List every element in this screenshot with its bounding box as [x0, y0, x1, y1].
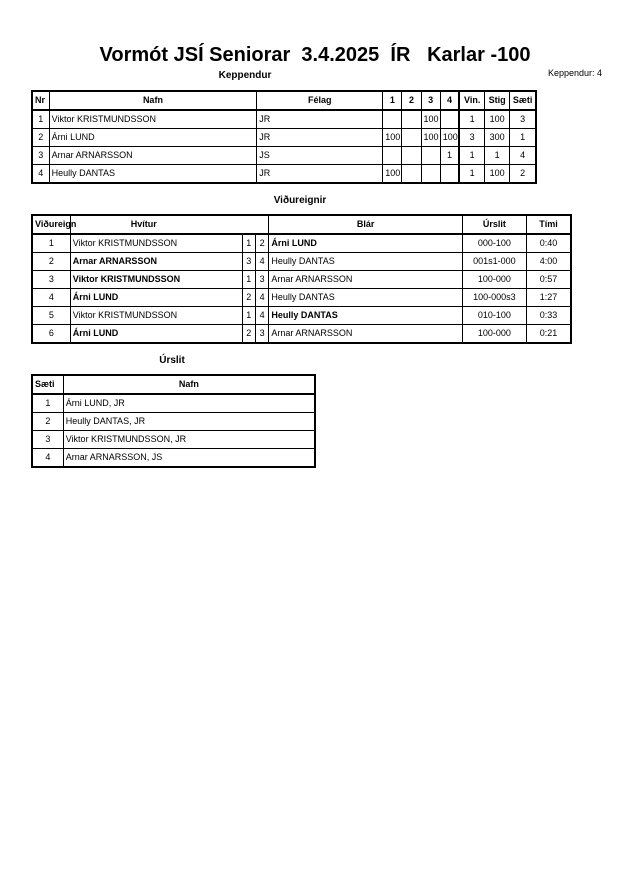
cell-blue: Arnar ARNARSSON [269, 325, 462, 344]
cell-rank: 3 [32, 431, 63, 449]
cell-white-nr: 1 [242, 307, 255, 325]
cell-points: 1 [485, 147, 510, 165]
cell-blue: Arnar ARNARSSON [269, 271, 462, 289]
cell-1 [383, 147, 402, 165]
cell-nr: 3 [32, 147, 49, 165]
matches-header-row [32, 215, 571, 234]
cell-match-no: 2 [32, 253, 70, 271]
cell-name: Árni LUND [49, 129, 257, 147]
competitor-row [32, 165, 536, 184]
cell-place: 4 [510, 147, 536, 165]
match-row [32, 307, 571, 325]
col-blue: Blár [269, 215, 462, 234]
cell-name: Arnar ARNARSSON [49, 147, 257, 165]
cell-blue: Heully DANTAS [269, 253, 462, 271]
cell-white: Árni LUND [70, 325, 242, 344]
cell-result-name: Arnar ARNARSSON, JS [63, 449, 315, 468]
match-row [32, 271, 571, 289]
cell-result: 100-000 [462, 325, 526, 344]
col-4: 4 [440, 91, 459, 110]
cell-place: 2 [510, 165, 536, 184]
cell-white-nr: 3 [242, 253, 255, 271]
cell-blue: Árni LUND [269, 234, 462, 253]
cell-blue-nr: 4 [255, 289, 268, 307]
cell-rank: 4 [32, 449, 63, 468]
competitors-title: Keppendur [218, 70, 272, 81]
cell-name: Viktor KRISTMUNDSSON [49, 110, 257, 129]
cell-2 [402, 147, 421, 165]
cell-nr: 1 [32, 110, 49, 129]
col-club: Félag [257, 91, 383, 110]
cell-result-name: Viktor KRISTMUNDSSON, JR [63, 431, 315, 449]
cell-place: 3 [510, 110, 536, 129]
col-1: 1 [383, 91, 402, 110]
col-rank: Sæti [32, 375, 63, 394]
cell-place: 1 [510, 129, 536, 147]
col-points: Stig [485, 91, 510, 110]
cell-blue-nr: 3 [255, 325, 268, 344]
cell-3: 100 [421, 110, 440, 129]
cell-time: 0:40 [526, 234, 571, 253]
result-row [32, 394, 315, 413]
cell-rank: 1 [32, 394, 63, 413]
cell-blue-nr: 4 [255, 307, 268, 325]
match-row [32, 253, 571, 271]
cell-white-nr: 2 [242, 289, 255, 307]
cell-time: 0:21 [526, 325, 571, 344]
cell-match-no: 4 [32, 289, 70, 307]
cell-white-nr: 1 [242, 234, 255, 253]
cell-4: 1 [440, 147, 459, 165]
cell-result: 010-100 [462, 307, 526, 325]
competitor-row [32, 129, 536, 147]
cell-time: 0:57 [526, 271, 571, 289]
cell-nr: 4 [32, 165, 49, 184]
cell-result: 100-000 [462, 271, 526, 289]
col-wins: Vin. [459, 91, 484, 110]
cell-3 [421, 147, 440, 165]
cell-club: JS [257, 147, 383, 165]
cell-1: 100 [383, 129, 402, 147]
cell-4 [440, 110, 459, 129]
match-row [32, 289, 571, 307]
cell-time: 4:00 [526, 253, 571, 271]
cell-match-no: 3 [32, 271, 70, 289]
col-nr: Nr [32, 91, 49, 110]
cell-rank: 2 [32, 413, 63, 431]
matches-title: Viðureignir [273, 195, 327, 206]
cell-time: 1:27 [526, 289, 571, 307]
result-row [32, 413, 315, 431]
matches-table [31, 214, 572, 344]
cell-white: Arnar ARNARSSON [70, 253, 242, 271]
cell-4: 100 [440, 129, 459, 147]
cell-result: 000-100 [462, 234, 526, 253]
cell-points: 100 [485, 165, 510, 184]
cell-result: 001s1-000 [462, 253, 526, 271]
cell-wins: 1 [459, 165, 484, 184]
cell-2 [402, 165, 421, 184]
match-row [32, 325, 571, 344]
results-table [31, 374, 316, 468]
cell-blue-nr: 4 [255, 253, 268, 271]
col-2: 2 [402, 91, 421, 110]
cell-wins: 3 [459, 129, 484, 147]
cell-name: Heully DANTAS [49, 165, 257, 184]
cell-result-name: Árni LUND, JR [63, 394, 315, 413]
cell-match-no: 5 [32, 307, 70, 325]
cell-club: JR [257, 129, 383, 147]
competitors-table [31, 90, 537, 184]
result-row [32, 431, 315, 449]
cell-2 [402, 110, 421, 129]
cell-time: 0:33 [526, 307, 571, 325]
cell-3 [421, 165, 440, 184]
match-row [32, 234, 571, 253]
competitors-header-row [32, 91, 536, 110]
cell-white-nr: 1 [242, 271, 255, 289]
cell-blue: Heully DANTAS [269, 307, 462, 325]
col-3: 3 [421, 91, 440, 110]
competitor-row [32, 110, 536, 129]
cell-club: JR [257, 165, 383, 184]
cell-4 [440, 165, 459, 184]
cell-blue-nr: 3 [255, 271, 268, 289]
cell-result: 100-000s3 [462, 289, 526, 307]
cell-match-no: 6 [32, 325, 70, 344]
results-title: Úrslit [159, 355, 185, 366]
cell-3: 100 [421, 129, 440, 147]
cell-wins: 1 [459, 110, 484, 129]
cell-white: Viktor KRISTMUNDSSON [70, 234, 242, 253]
col-name: Nafn [49, 91, 257, 110]
col-match: Viðureign [32, 215, 70, 234]
cell-result-name: Heully DANTAS, JR [63, 413, 315, 431]
col-time: Tími [526, 215, 571, 234]
cell-match-no: 1 [32, 234, 70, 253]
cell-blue-nr: 2 [255, 234, 268, 253]
cell-1: 100 [383, 165, 402, 184]
cell-nr: 2 [32, 129, 49, 147]
col-result-name: Nafn [63, 375, 315, 394]
results-header-row [32, 375, 315, 394]
competitor-count: Keppendur: 4 [547, 68, 602, 78]
cell-points: 300 [485, 129, 510, 147]
cell-white: Viktor KRISTMUNDSSON [70, 271, 242, 289]
col-white: Hvítur [70, 215, 269, 234]
cell-points: 100 [485, 110, 510, 129]
col-result: Úrslit [462, 215, 526, 234]
cell-white-nr: 2 [242, 325, 255, 344]
cell-blue: Heully DANTAS [269, 289, 462, 307]
cell-white: Árni LUND [70, 289, 242, 307]
cell-white: Viktor KRISTMUNDSSON [70, 307, 242, 325]
col-place: Sæti [510, 91, 536, 110]
cell-wins: 1 [459, 147, 484, 165]
result-row [32, 449, 315, 468]
cell-club: JR [257, 110, 383, 129]
cell-1 [383, 110, 402, 129]
competitor-row [32, 147, 536, 165]
page-title: Vormót JSÍ Seniorar 3.4.2025 ÍR Karlar -100 [99, 44, 531, 66]
cell-2 [402, 129, 421, 147]
